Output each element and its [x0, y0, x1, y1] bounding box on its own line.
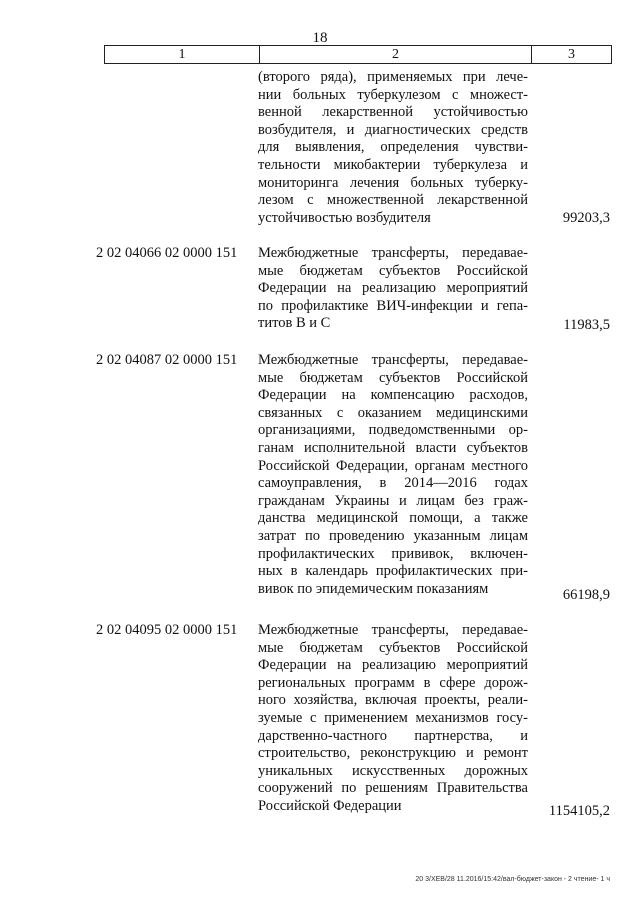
desc-line: лезом с множественной лекарственной	[258, 192, 528, 209]
desc-line: самоуправления, в 2014—2016 годах	[258, 475, 528, 492]
desc-line: Федерации на компенсацию расходов,	[258, 387, 528, 404]
row-amount: 66198,9	[562, 587, 610, 603]
desc-line: дарственно-частного партнерства, и	[258, 727, 528, 744]
desc-line: мые бюджетам субъектов Российской	[258, 369, 528, 386]
row-amount: 11983,5	[563, 317, 610, 333]
desc-line: региональных программ в сфере дорож-	[258, 674, 528, 691]
desc-line: возбудителя, и диагностических средств	[258, 121, 528, 138]
desc-line: строительство, реконструкцию и ремонт	[258, 745, 528, 762]
desc-line: профилактических прививок, включен-	[258, 545, 528, 562]
desc-line: Межбюджетные трансферты, передавае-	[258, 622, 528, 638]
row-description	[258, 622, 528, 816]
desc-line: ганам исполнительной власти субъектов	[258, 439, 528, 456]
desc-line: (второго ряда), применяемых при лече-	[258, 69, 528, 85]
desc-line: нии больных туберкулезом с множест-	[258, 86, 528, 103]
desc-line: для выявления, определения чувстви-	[258, 139, 528, 156]
document-footer: 20 3/XEB/28 11.2016/15:42/вал-бюджет-закон - 2 чтение- 1 ч	[415, 876, 610, 883]
desc-line: Федерации на реализацию мероприятий	[258, 657, 528, 674]
desc-line: мые бюджетам субъектов Российской	[258, 262, 528, 279]
row-code: 2 02 04087 02 0000 151	[96, 352, 238, 368]
row-code: 2 02 04095 02 0000 151	[96, 622, 238, 638]
desc-line: сооружений по решениям Правительства	[258, 780, 528, 797]
desc-line: мониторинга лечения больных туберку-	[258, 174, 528, 191]
desc-line: данства медицинской помощи, а также	[258, 510, 528, 527]
row-code: 2 02 04066 02 0000 151	[96, 245, 238, 261]
desc-line: Межбюджетные трансферты, передавае-	[258, 352, 528, 368]
desc-line: титов В и С	[258, 315, 331, 332]
desc-line: организациями, подведомственными ор-	[258, 422, 528, 439]
row-description	[258, 245, 528, 333]
desc-line: тельности микобактерии туберкулеза и	[258, 156, 528, 173]
page-number: 18	[312, 30, 328, 46]
desc-line: ного хозяйства, включая проекты, реали-	[258, 692, 528, 709]
desc-line: уникальных искусственных дорожных	[258, 762, 528, 779]
desc-line: Российской Федерации	[258, 797, 402, 814]
desc-line: связанных с оказанием медицинскими	[258, 404, 528, 421]
header-col-1: 1	[105, 46, 260, 63]
row-amount: 1154105,2	[548, 803, 610, 819]
desc-line: мые бюджетам субъектов Российской	[258, 639, 528, 656]
header-col-3: 3	[568, 46, 575, 62]
desc-line: по профилактике ВИЧ-инфекции и гепа-	[258, 297, 528, 314]
desc-line: венной лекарственной устойчивостью	[258, 104, 528, 121]
desc-line: Федерации на реализацию мероприятий	[258, 280, 528, 297]
desc-line: вивок по эпидемическим показаниям	[258, 580, 489, 597]
row-description	[258, 69, 528, 227]
desc-line: гражданам Украины и лицам без граж-	[258, 492, 528, 509]
table-header	[104, 45, 612, 64]
desc-line: устойчивостью возбудителя	[258, 209, 431, 226]
desc-line: Российской Федерации, органам местного	[258, 457, 528, 474]
header-col-2: 2	[260, 46, 532, 63]
desc-line: Межбюджетные трансферты, передавае-	[258, 245, 528, 261]
row-description	[258, 352, 528, 598]
row-amount: 99203,3	[562, 210, 610, 226]
desc-line: ных в календарь профилактических при-	[258, 563, 528, 580]
desc-line: затрат по проведению указанным лицам	[258, 527, 528, 544]
desc-line: зуемые с применением механизмов госу-	[258, 709, 528, 726]
